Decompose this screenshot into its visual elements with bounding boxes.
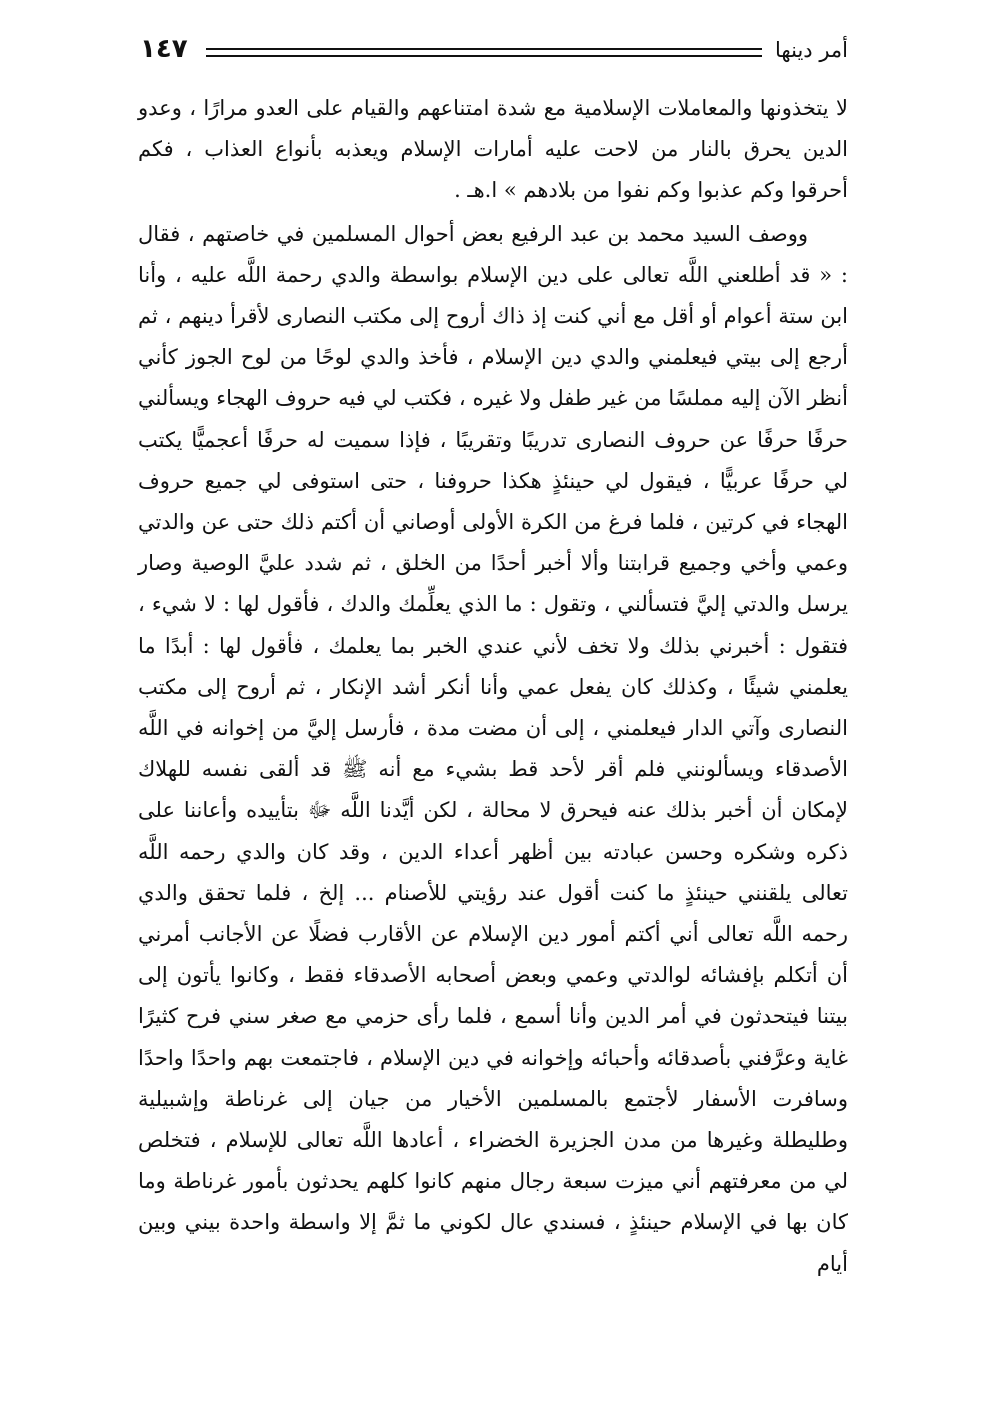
page-header xyxy=(140,34,848,74)
body-text xyxy=(138,88,848,1285)
paragraph-main: ووصف السيد محمد بن عبد الرفيع بعض أحوال المسلمين في خاصتهم ، فقال : « قد أطلعني اللَّه تعالى على دين الإسلام بواسطة والدي رحمة اللَّه عليه ، وأنا ابن ستة أعوام أو أقل مع أني كنت إذ ذاك أروح إلى مكتب النصارى لأقرأ دينهم ، ثم أرجع إلى بيتي فيعلمني والدي دين الإسلام ، فأخذ والدي لوحًا من لوح الجوز كأني أنظر الآن إليه مملسًا من غير طفل ولا غيره ، فكتب لي فيه حروف الهجاء ويسألني حرفًا حرفًا عن حروف النصارى تدريبًا وتقريبًا ، فإذا سميت له حرفًا أعجميًّا يكتب لي حرفًا عربيًّا ، فيقول لي حينئذٍ هكذا حروفنا ، حتى استوفى لي جميع حروف الهجاء في كرتين ، فلما فرغ من الكرة الأولى أوصاني أن أكتم ذلك حتى عن والدتي وعمي وأخي وجميع قرابتنا وألا أخبر أحدًا من الخلق ، ثم شدد عليَّ الوصية وصار يرسل والدتي إليَّ فتسألني ، وتقول : ما الذي يعلِّمك والدك ، فأقول لها : لا شيء ، فتقول : أخبرني بذلك ولا تخف لأني عندي الخبر بما يعلمك ، فأقول لها : أبدًا ما يعلمني شيئًا ، وكذلك كان يفعل عمي وأنا أنكر أشد الإنكار ، ثم أروح إلى مكتب النصارى وآتي الدار فيعلمني ، إلى أن مضت مدة ، فأرسل إليَّ من إخوانه في اللَّه الأصدقاء ويسألونني فلم أقر لأحد قط بشيء مع أنه ﷺ قد ألقى نفسه للهلاك لإمكان أن أخبر بذلك عنه فيحرق لا محالة ، لكن أيَّدنا اللَّه ﷻ بتأييده وأعاننا على ذكره وشكره وحسن عبادته بين أظهر أعداء الدين ، وقد كان والدي رحمه اللَّه تعالى يلقنني حينئذٍ ما كنت أقول عند رؤيتي للأصنام ... إلخ ، فلما تحقق والدي رحمه اللَّه تعالى أني أكتم أمور دين الإسلام عن الأقارب فضلًا عن الأجانب أمرني أن أتكلم بإفشائه لوالدتي وعمي وبعض أصحابه الأصدقاء فقط ، وكانوا يأتون إلى بيتنا فيتحدثون في أمر الدين وأنا أسمع ، فلما رأى حزمي مع صغر سني فرح كثيرًا غاية وعرَّفني بأصدقائه وأحبائه وإخوانه في دين الإسلام ، فاجتمعت بهم واحدًا واحدًا وسافرت الأسفار لأجتمع بالمسلمين الأخيار من جيان إلى غرناطة وإشبيلية وطليطلة وغيرها من مدن الجزيرة الخضراء ، أعادها اللَّه تعالى للإسلام ، فتخلص لي من معرفتهم أني ميزت سبعة رجال منهم كانوا كلهم يحدثون بأمور غرناطة وما كان بها في الإسلام حينئذٍ ، فسندي عال لكوني ما ثمَّ إلا واسطة واحدة بيني وبين أيام xyxy=(138,221,848,1276)
header-rule xyxy=(206,48,762,57)
running-title: أمر دينها xyxy=(775,38,848,62)
page-number: ١٤٧ xyxy=(140,34,188,64)
paragraph-continuation: لا يتخذونها والمعاملات الإسلامية مع شدة امتناعهم والقيام على العدو مرارًا ، وعدو الدين يحرق بالنار من لاحت عليه أمارات الإسلام ويعذبه بأنواع العذاب ، فكم أحرقوا وكم عذبوا وكم نفوا من بلادهم » ا.هـ . xyxy=(138,96,848,203)
